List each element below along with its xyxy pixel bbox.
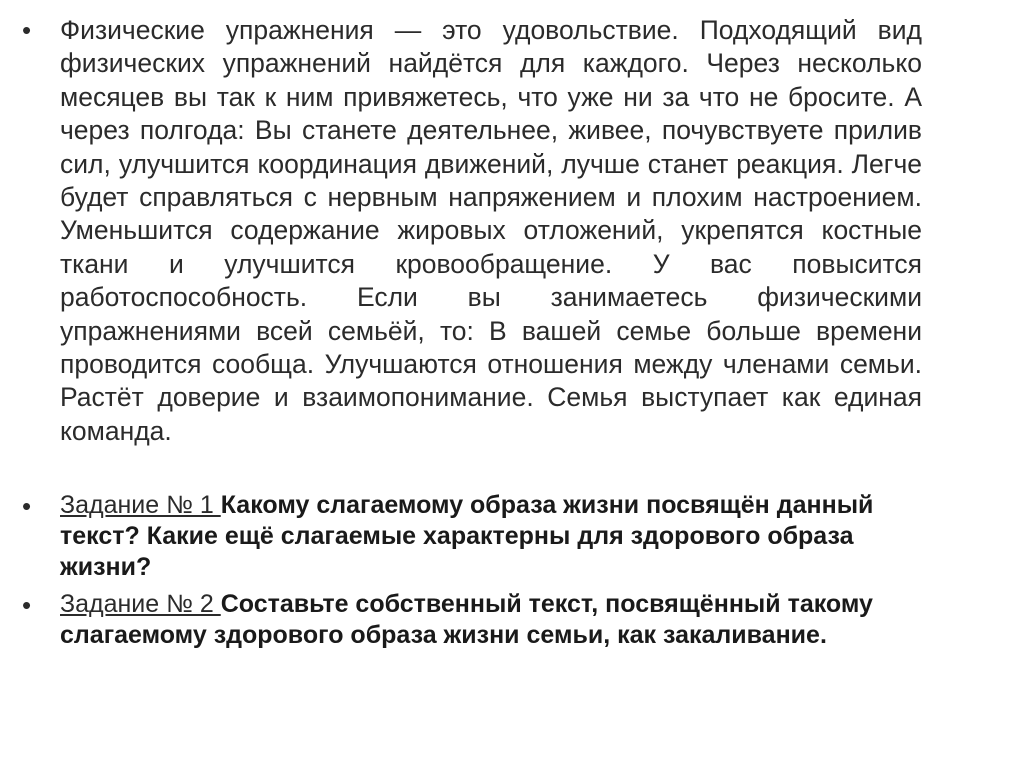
list-item-task-1 <box>22 490 922 583</box>
task-2-label: Задание № 2 <box>60 590 221 619</box>
bullet-icon: • <box>22 590 32 621</box>
list-item-paragraph <box>22 14 922 448</box>
list-item-task-2 <box>22 589 922 651</box>
task-1-question: Какому слагаемому образа жизни посвящён данный текст? Какие ещё слагаемые характерны для здорового образа жизни? <box>60 491 874 582</box>
task-2-question: Составьте собственный текст, посвящённый такому слагаемому здорового образа жизни семьи, как закаливание. <box>60 590 873 650</box>
bullet-icon: • <box>22 15 32 45</box>
bullet-icon: • <box>22 491 32 522</box>
task-1-text <box>60 490 922 583</box>
body-paragraph: Физические упражнения — это удовольствие. Подходящий вид физических упражнений найдётся для каждого. Через несколько месяцев вы так к ним привяжетесь, что уже ни за что не бросите. А через полгода: Вы станете деятельнее, живее, почувствуете прилив сил, улучшится координация движений, лучше станет реакция. Легче будет справляться с нервным напряжением и плохим настроением. Уменьшится содержание жировых отложений, укрепятся костные ткани и улучшится кровообращение. У вас повысится работоспособность. Если вы занимаетесь физическими упражнениями всей семьёй, то: В вашей семье больше времени проводится сообща. Улучшаются отношения между членами семьи. Растёт доверие и взаимопонимание. Семья выступает как единая команда. <box>60 15 922 446</box>
bullet-list <box>22 14 922 651</box>
task-1-label: Задание № 1 <box>60 491 221 520</box>
task-2-text <box>60 589 922 651</box>
